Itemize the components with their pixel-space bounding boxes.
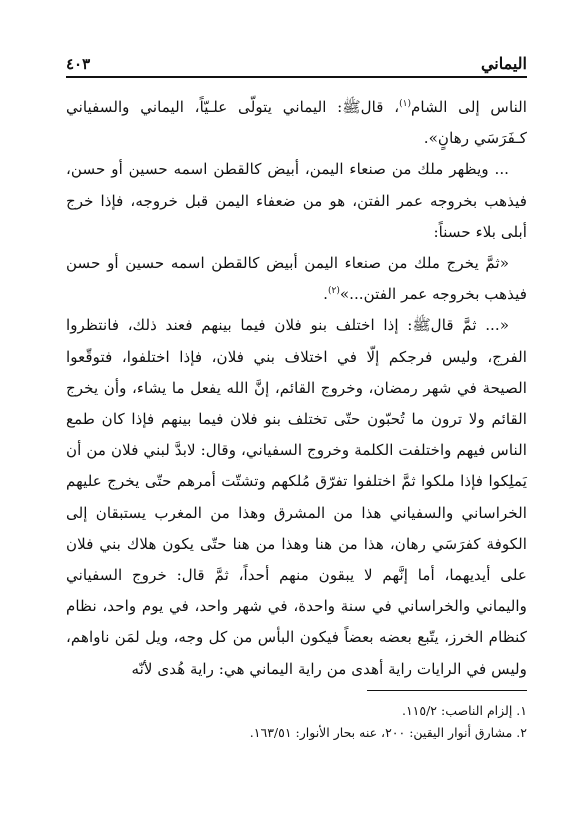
footnotes: [66, 700, 527, 744]
paragraph-text: ، قالﷺ: اليماني يتولّى علـيّاً، اليماني والسفياني كـفَرَسَي رهانٍ».: [66, 98, 527, 148]
paragraph-text: «ثمَّ يخرج ملك من صنعاء اليمن أبيض كالقطن اسمه حسين أو حسن فيذهب بخروجه عمر الفتن...»: [66, 254, 527, 304]
footnote: ٢. مشارق أنوار اليقين: ٢٠٠، عنه بحار الأنوار: ١٦٣/٥١.: [249, 725, 527, 740]
running-title: اليماني: [480, 54, 527, 73]
footnote-divider: [367, 690, 527, 691]
main-text: [66, 92, 527, 685]
paragraph: [66, 154, 527, 248]
paragraph-text: الناس إلى الشام: [411, 98, 527, 116]
page-number: ٤٠٣: [66, 55, 91, 73]
footnote-marker[interactable]: (١): [399, 98, 412, 109]
paragraph-text: .: [323, 285, 328, 304]
paragraph: [66, 92, 527, 154]
paragraph: [66, 310, 527, 684]
paragraph: [66, 248, 527, 310]
footnote-marker[interactable]: (٢): [327, 286, 340, 297]
footnote: ١. إلزام الناصب: ١١٥/٢.: [401, 703, 527, 718]
paragraph-text: ... ويظهر ملك من صنعاء اليمن، أبيض كالقطن اسمه حسين أو حسن، فيذهب بخروجه عمر الفتن، هو من ضعفاء اليمن قبل خروجه، فإذا خرج أبلى بلاء حسناً:: [66, 160, 527, 241]
running-header: [66, 48, 527, 78]
paragraph-text: «... ثمَّ قالﷺ: إذا اختلف بنو فلان فيما بينهم فعند ذلك، فانتظروا الفرج، وليس فرجكم إلّا في اختلاف بني فلان، فإذا اختلفوا، فتوقّعوا الصيحة في شهر رمضان، وخروج القائم، إنَّ الله يفعل ما يشاء، وأن يخرج القائم ولا ترون ما تُحبّون حتّى تختلف بنو فلان فيما بينهم فإذا كان طمع الناس فيهم واختلفت الكلمة وخروج السفياني، وقال: لابدَّ لبني فلان من أن يَملِكوا فإذا ملكوا ثمَّ اختلفوا تفرّق مُلكهم وتشتّت أمرهم حتّى يخرج عليهم الخراساني والسفياني هذا من المشرق وهذا من المغرب يستبقان إلى الكوفة كفرَسَي رهان، هذا من هنا وهذا من هنا حتّى يكون هلاك بني فلان على أيديهما، أما إنَّهم لا يبقون منهم أحداً، ثمَّ قال: خروج السفياني واليماني والخراساني في سنة واحدة، في شهر واحد، في يوم واحد، نظام كنظام الخرز، يتّبع بعضه بعضاً فيكون البأس من كل وجه، ويل لمَن ناواهم، وليس في الرايات راية أهدى من راية اليماني هي: راية هُدى لأنّه: [66, 316, 527, 678]
